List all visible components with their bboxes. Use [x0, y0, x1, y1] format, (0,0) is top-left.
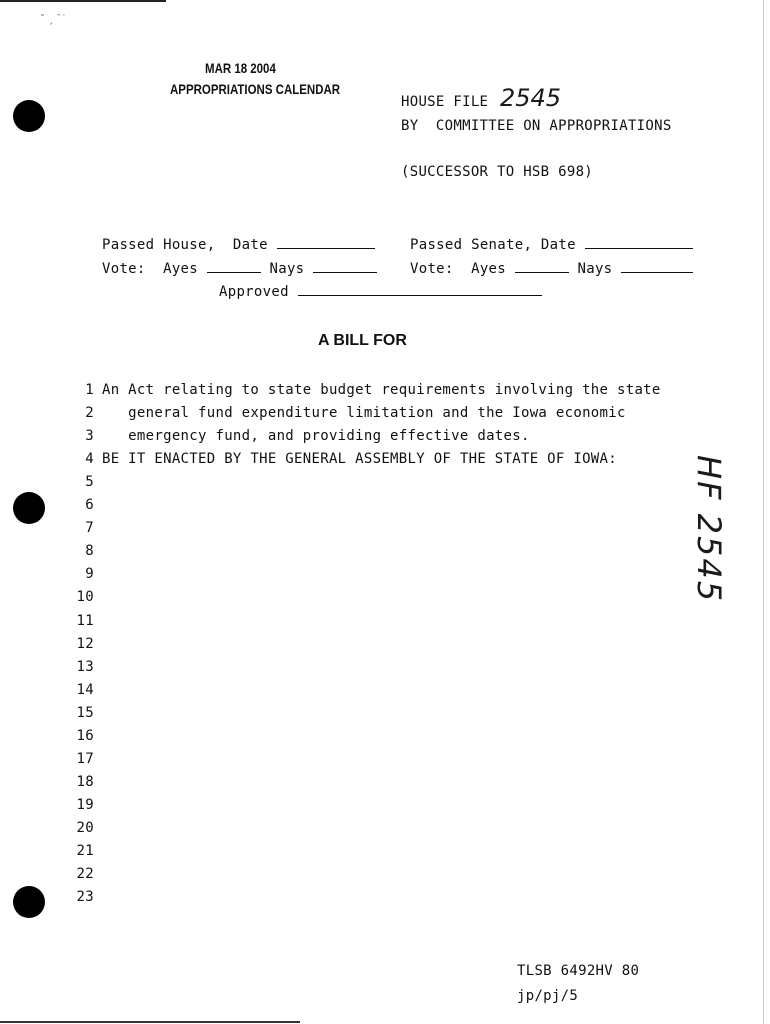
line-number: 22 [76, 866, 94, 882]
line-text: An Act relating to state budget requirements involving the state [102, 382, 661, 398]
punch-hole-top [13, 100, 45, 132]
line-number: 8 [85, 543, 94, 559]
page-right-edge [763, 0, 764, 1024]
calendar-name-stamp: APPROPRIATIONS CALENDAR [170, 81, 341, 97]
line-number: 12 [76, 636, 94, 652]
house-ayes-blank [207, 258, 261, 273]
punch-hole-bottom [13, 886, 45, 918]
approved-label: Approved [219, 284, 289, 300]
house-file-number: 2545 [500, 84, 562, 112]
line-number: 6 [85, 497, 94, 513]
passed-senate-label: Passed Senate, Date [410, 237, 576, 253]
passed-house-line [102, 234, 375, 253]
footer-initials: jp/pj/5 [517, 988, 579, 1004]
senate-date-blank [585, 234, 693, 249]
line-text: BE IT ENACTED BY THE GENERAL ASSEMBLY OF THE STATE OF IOWA: [102, 451, 617, 467]
senate-nays-label: Nays [577, 261, 613, 277]
bottom-edge-line [0, 1021, 300, 1023]
line-number: 16 [76, 728, 94, 744]
scan-mark: ˘ ˏ ˉ˙ [40, 14, 67, 25]
approved-blank [298, 281, 542, 296]
line-number: 9 [85, 566, 94, 582]
line-text: emergency fund, and providing effective dates. [102, 428, 530, 444]
senate-vote-label: Vote: Ayes [410, 261, 507, 277]
house-file-label: HOUSE FILE [401, 94, 489, 110]
line-number: 18 [76, 774, 94, 790]
line-number: 7 [85, 520, 94, 536]
successor-line: (SUCCESSOR TO HSB 698) [401, 164, 594, 180]
line-number: 3 [85, 428, 94, 444]
top-edge-line [0, 0, 166, 2]
senate-ayes-blank [515, 258, 569, 273]
senate-nays-blank [621, 258, 693, 273]
line-number: 15 [76, 705, 94, 721]
bill-title: A BILL FOR [318, 332, 407, 349]
sponsor-line: BY COMMITTEE ON APPROPRIATIONS [401, 118, 672, 134]
line-number: 5 [85, 474, 94, 490]
house-vote-line [102, 258, 377, 277]
line-number: 23 [76, 889, 94, 905]
house-nays-label: Nays [269, 261, 305, 277]
line-number: 11 [76, 613, 94, 629]
line-number: 10 [76, 589, 94, 605]
line-number: 13 [76, 659, 94, 675]
line-number: 14 [76, 682, 94, 698]
line-number: 4 [85, 451, 94, 467]
approved-line [219, 281, 542, 300]
line-text: general fund expenditure limitation and the Iowa economic [102, 405, 626, 421]
line-number: 19 [76, 797, 94, 813]
calendar-date-stamp: MAR 18 2004 [205, 60, 276, 76]
line-number: 17 [76, 751, 94, 767]
passed-house-label: Passed House, Date [102, 237, 268, 253]
punch-hole-middle [13, 492, 45, 524]
house-vote-label: Vote: Ayes [102, 261, 199, 277]
line-number: 21 [76, 843, 94, 859]
house-date-blank [277, 234, 375, 249]
line-number: 20 [76, 820, 94, 836]
line-number: 1 [85, 382, 94, 398]
passed-senate-line [410, 234, 693, 253]
senate-vote-line [410, 258, 693, 277]
margin-handwritten-file-number: HF 2545 [690, 455, 728, 604]
line-number: 2 [85, 405, 94, 421]
footer-code: TLSB 6492HV 80 [517, 963, 640, 979]
house-nays-blank [313, 258, 377, 273]
